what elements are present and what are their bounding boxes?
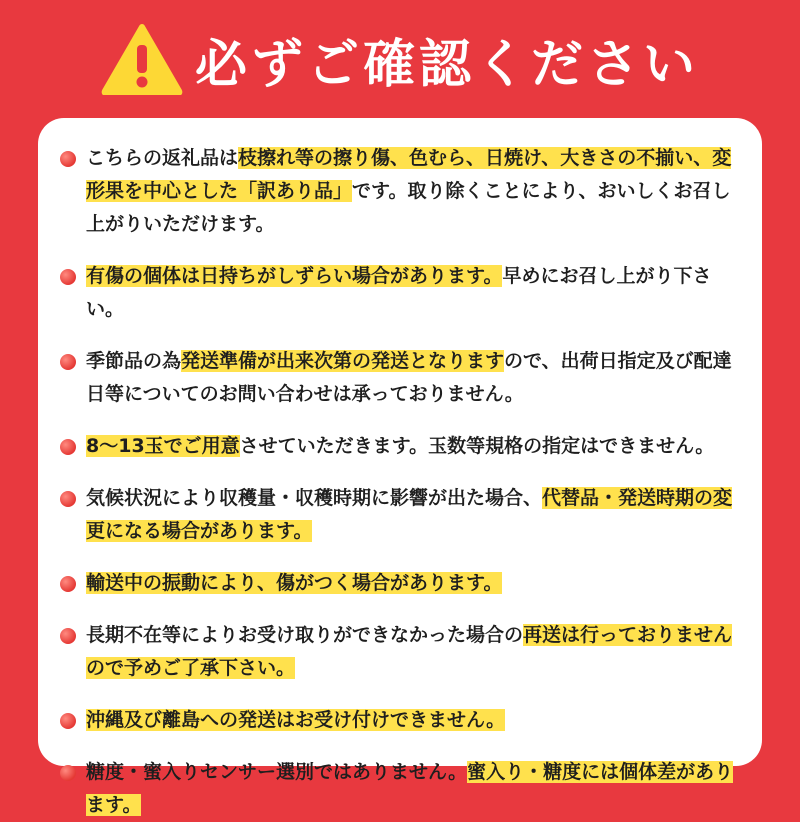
highlighted-text: 8〜13玉でご用意 (86, 435, 240, 457)
notice-text: です。取り除くことにより、おいしくお召し上がりいただけます。 (86, 180, 731, 235)
notice-item (60, 619, 744, 685)
highlighted-text: 有傷の個体は日持ちがしずらい場合があります。 (86, 265, 503, 287)
page-title: 必ずご確認ください (194, 34, 699, 95)
notice-item (60, 430, 744, 463)
bullet-dot-icon (60, 491, 76, 507)
highlighted-text: 輸送中の振動により、傷がつく場合があります。 (86, 572, 503, 594)
bullet-dot-icon (60, 439, 76, 455)
highlighted-text: 枝擦れ等の擦り傷、色むら、日焼け、大きさの不揃い、変形果を中心とした「訳あり品」 (86, 147, 732, 202)
bullet-dot-icon (60, 628, 76, 644)
bullet-dot-icon (60, 765, 76, 781)
notice-text: ので、出荷日指定及び配達日等についてのお問い合わせは承っておりません。 (86, 350, 732, 405)
highlighted-text: 蜜入り・糖度には個体差があります。 (86, 761, 734, 816)
highlighted-text: 再送は行っておりませんので予めご了承下さい。 (86, 624, 733, 679)
notice-text: 早めにお召し上がり下さい。 (86, 265, 712, 320)
notice-item (60, 567, 744, 600)
notice-text: 季節品の為 (86, 350, 182, 372)
notice-item (60, 260, 744, 326)
bullet-dot-icon (60, 354, 76, 370)
notice-text: 糖度・蜜入りセンサー選別ではありません。 (86, 761, 468, 783)
notice-text: 気候状況により収穫量・収穫時期に影響が出た場合、 (86, 487, 543, 509)
notice-item (60, 345, 744, 411)
bullet-dot-icon (60, 713, 76, 729)
bullet-dot-icon (60, 151, 76, 167)
notice-item (60, 482, 744, 548)
notice-item (60, 704, 744, 737)
notice-item (60, 142, 744, 241)
bullet-dot-icon (60, 576, 76, 592)
notice-card (38, 118, 762, 816)
notice-text: させていただきます。玉数等規格の指定はできません。 (239, 435, 715, 457)
warning-triangle-icon (101, 23, 183, 95)
notice-text: 長期不在等によりお受け取りができなかった場合の (86, 624, 524, 646)
notice-item (60, 756, 744, 822)
highlighted-text: 発送準備が出来次第の発送となります (181, 350, 505, 372)
notice-text: こちらの返礼品は (86, 147, 239, 169)
highlighted-text: 沖縄及び離島への発送はお受け付けできません。 (86, 709, 506, 731)
bullet-dot-icon (60, 269, 76, 285)
notice-list (38, 118, 762, 822)
header (0, 0, 800, 118)
highlighted-text: 代替品・発送時期の変更になる場合があります。 (86, 487, 733, 542)
